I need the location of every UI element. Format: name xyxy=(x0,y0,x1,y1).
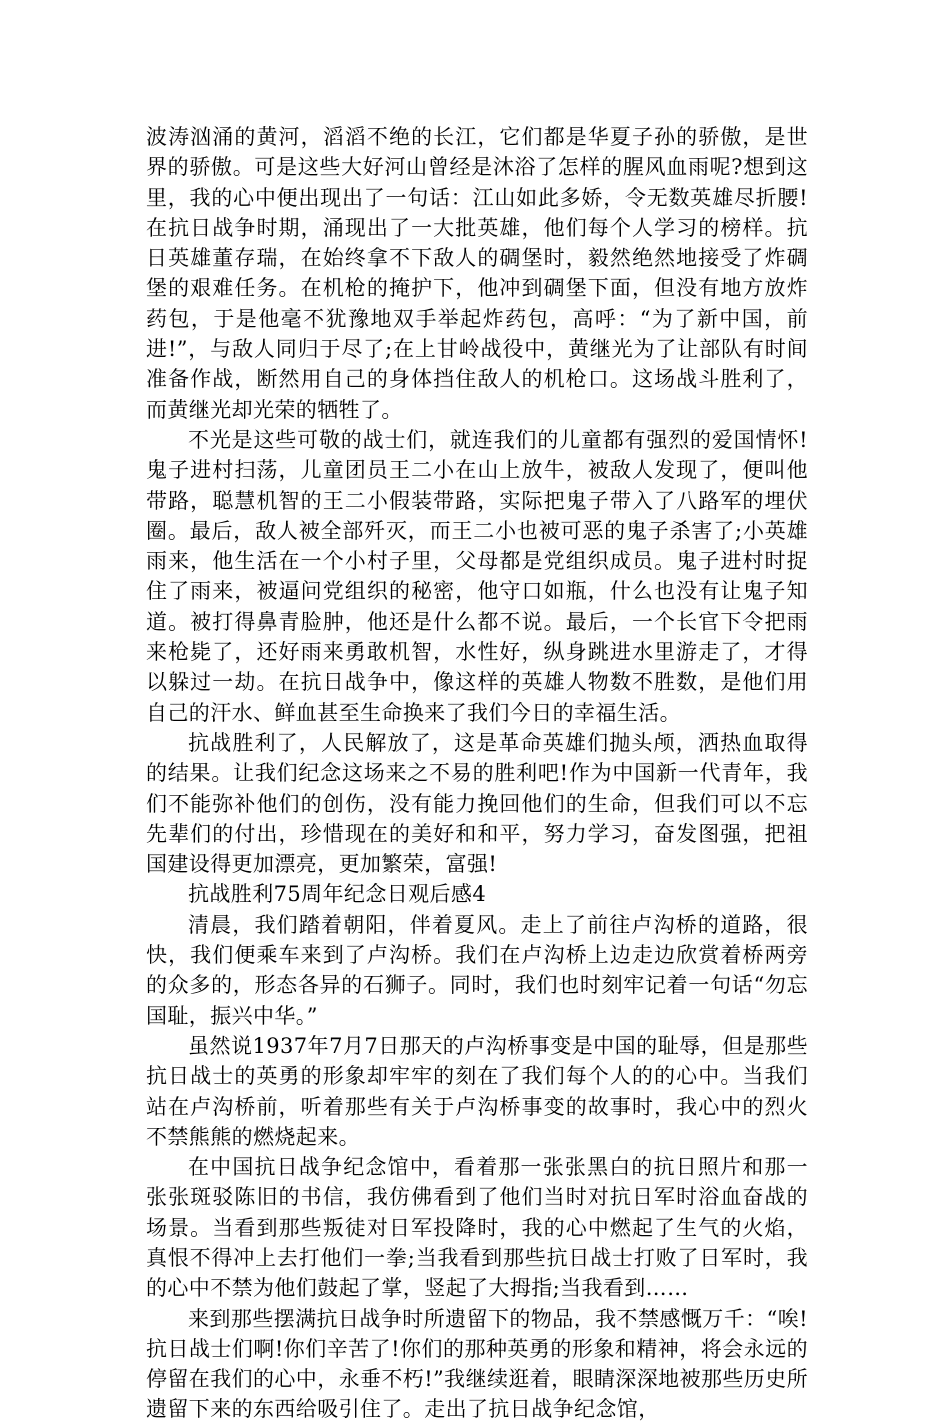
paragraph-lugou-bridge: 清晨，我们踏着朝阳，伴着夏风。走上了前往卢沟桥的道路，很快，我们便乘车来到了卢沟桥。我们在卢沟桥上边走边欣赏着桥两旁的众多的，形态各异的石狮子。同时，我们也时刻牢记着一句话“勿忘国耻，振兴中华。” xyxy=(146,912,808,1028)
paragraph-relics: 来到那些摆满抗日战争时所遗留下的物品，我不禁感慨万千：“唉!抗日战士们啊!你们辛苦了!你们的那种英勇的形象和精神，将会永远的停留在我们的心中，永垂不朽!”我继续逛着，眼睛深深地被那些历史所遗留下来的东西给吸引住了。走出了抗日战争纪念馆， xyxy=(146,1306,808,1422)
paragraph-heroes: 波涛汹涌的黄河，滔滔不绝的长江，它们都是华夏子孙的骄傲，是世界的骄傲。可是这些大好河山曾经是沐浴了怎样的腥风血雨呢?想到这里，我的心中便出现出了一句话：江山如此多娇，令无数英雄尽折腰!在抗日战争时期，涌现出了一大批英雄，他们每个人学习的榜样。抗日英雄董存瑞，在始终拿不下敌人的碉堡时，毅然绝然地接受了炸碉堡的艰难任务。在机枪的掩护下，他冲到碉堡下面，但没有地方放炸药包，于是他毫不犹豫地双手举起炸药包，高呼：“为了新中国，前进!”，与敌人同归于尽了;在上甘岭战役中，黄继光为了让部队有时间准备作战，断然用自己的身体挡住敌人的机枪口。这场战斗胜利了，而黄继光却光荣的牺牲了。 xyxy=(146,125,808,422)
document-body xyxy=(146,122,808,1425)
paragraph-victory: 抗战胜利了，人民解放了，这是革命英雄们抛头颅，洒热血取得的结果。让我们纪念这场来之不易的胜利吧!作为中国新一代青年，我们不能弥补他们的创伤，没有能力挽回他们的生命，但我们可以不忘先辈们的付出，珍惜现在的美好和和平，努力学习，奋发图强，把祖国建设得更加漂亮，更加繁荣，富强! xyxy=(146,730,808,877)
paragraph-child-heroes: 不光是这些可敬的战士们，就连我们的儿童都有强烈的爱国情怀!鬼子进村扫荡，儿童团员王二小在山上放牛，被敌人发现了，便叫他带路，聪慧机智的王二小假装带路，实际把鬼子带入了八路军的埋伏圈。最后，敌人被全部歼灭，而王二小也被可恶的鬼子杀害了;小英雄雨来，他生活在一个小村子里，父母都是党组织成员。鬼子进村时捉住了雨来，被逼问党组织的秘密，他守口如瓶，什么也没有让鬼子知道。被打得鼻青脸肿，他还是什么都不说。最后，一个长官下令把雨来枪毙了，还好雨来勇敢机智，水性好，纵身跳进水里游走了，才得以躲过一劫。在抗日战争中，像这样的英雄人物数不胜数，是他们用自己的汗水、鲜血甚至生命换来了我们今日的幸福生活。 xyxy=(146,427,808,725)
paragraph-incident: 虽然说1937年7月7日那天的卢沟桥事变是中国的耻辱，但是那些抗日战士的英勇的形象却牢牢的刻在了我们每个人的的心中。当我们站在卢沟桥前，听着那些有关于卢沟桥事变的故事时，我心中的烈火不禁熊熊的燃烧起来。 xyxy=(146,1033,808,1149)
paragraph-museum: 在中国抗日战争纪念馆中，看着那一张张黑白的抗日照片和那一张张斑驳陈旧的书信，我仿佛看到了他们当时对抗日军时浴血奋战的场景。当看到那些叛徒对日军投降时，我的心中燃起了生气的火焰，真恨不得冲上去打他们一拳;当我看到那些抗日战士打败了日军时，我的心中不禁为他们鼓起了掌，竖起了大拇指;当我看到…… xyxy=(146,1155,808,1301)
section-title: 抗战胜利75周年纪念日观后感4 xyxy=(188,882,487,907)
